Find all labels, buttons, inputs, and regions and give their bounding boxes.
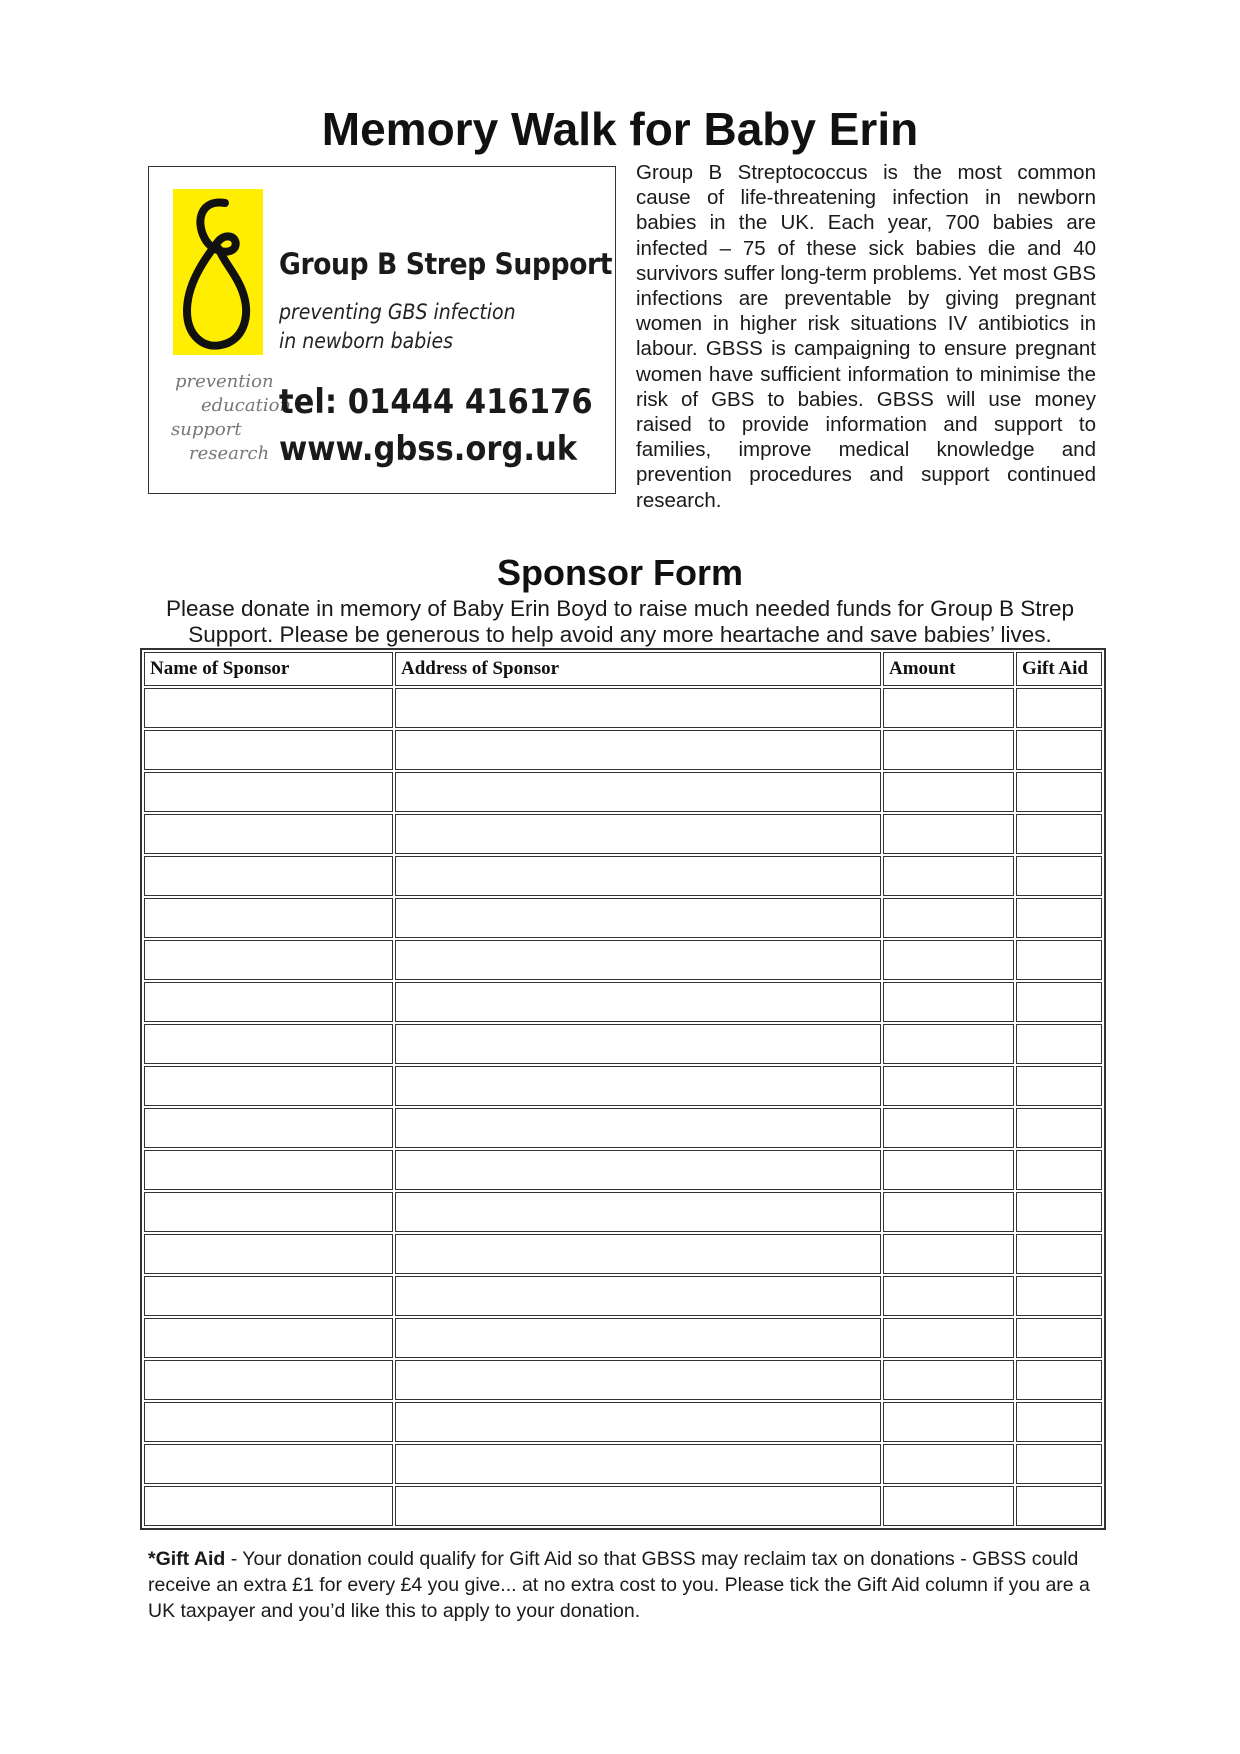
name-cell[interactable]: [144, 898, 393, 938]
address-cell[interactable]: [395, 898, 881, 938]
gift-aid-cell[interactable]: [1016, 1360, 1102, 1400]
gift-aid-cell[interactable]: [1016, 940, 1102, 980]
logo-word-education: education: [201, 395, 291, 416]
gift-aid-cell[interactable]: [1016, 1024, 1102, 1064]
amount-cell[interactable]: [883, 1318, 1014, 1358]
address-cell[interactable]: [395, 1402, 881, 1442]
name-cell[interactable]: [144, 1486, 393, 1526]
amount-cell[interactable]: [883, 1150, 1014, 1190]
page-title: Memory Walk for Baby Erin: [321, 103, 919, 155]
gift-aid-label: *Gift Aid: [148, 1548, 226, 1570]
table-row: [144, 898, 1102, 938]
col-header-name: Name of Sponsor: [144, 652, 393, 686]
table-row: [144, 1360, 1102, 1400]
amount-cell[interactable]: [883, 940, 1014, 980]
gift-aid-cell[interactable]: [1016, 1318, 1102, 1358]
table-row: [144, 688, 1102, 728]
amount-cell[interactable]: [883, 1276, 1014, 1316]
name-cell[interactable]: [144, 1318, 393, 1358]
logo-tagline-2: in newborn babies: [279, 329, 453, 353]
name-cell[interactable]: [144, 1276, 393, 1316]
table-row: [144, 1192, 1102, 1232]
address-cell[interactable]: [395, 688, 881, 728]
amount-cell[interactable]: [883, 898, 1014, 938]
address-cell[interactable]: [395, 1360, 881, 1400]
name-cell[interactable]: [144, 1360, 393, 1400]
table-header-row: [144, 652, 1102, 686]
name-cell[interactable]: [144, 1402, 393, 1442]
logo-yellow-panel: [173, 189, 263, 355]
name-cell[interactable]: [144, 688, 393, 728]
address-cell[interactable]: [395, 1318, 881, 1358]
amount-cell[interactable]: [883, 1108, 1014, 1148]
col-header-address: Address of Sponsor: [395, 652, 881, 686]
address-cell[interactable]: [395, 814, 881, 854]
gift-aid-footnote: [148, 1546, 1098, 1624]
address-cell[interactable]: [395, 1276, 881, 1316]
name-cell[interactable]: [144, 772, 393, 812]
table-row: [144, 982, 1102, 1022]
amount-cell[interactable]: [883, 982, 1014, 1022]
amount-cell[interactable]: [883, 1024, 1014, 1064]
address-cell[interactable]: [395, 1024, 881, 1064]
table-row: [144, 1402, 1102, 1442]
gbss-logo: [148, 166, 616, 494]
sponsor-rows: [144, 688, 1102, 1526]
sponsor-form-title: Sponsor Form: [496, 552, 743, 593]
gift-aid-cell[interactable]: [1016, 772, 1102, 812]
address-cell[interactable]: [395, 1108, 881, 1148]
table-row: [144, 730, 1102, 770]
address-cell[interactable]: [395, 1444, 881, 1484]
gift-aid-cell[interactable]: [1016, 1234, 1102, 1274]
gift-aid-cell[interactable]: [1016, 982, 1102, 1022]
gift-aid-cell[interactable]: [1016, 1192, 1102, 1232]
table-row: [144, 1150, 1102, 1190]
address-cell[interactable]: [395, 982, 881, 1022]
gift-aid-cell[interactable]: [1016, 730, 1102, 770]
gift-aid-cell[interactable]: [1016, 814, 1102, 854]
logo-website: www.gbss.org.uk: [279, 429, 578, 469]
logo-word-prevention: prevention: [175, 371, 274, 392]
name-cell[interactable]: [144, 814, 393, 854]
table-row: [144, 1486, 1102, 1526]
amount-cell[interactable]: [883, 688, 1014, 728]
name-cell[interactable]: [144, 730, 393, 770]
donation-appeal: Please donate in memory of Baby Erin Boyd to raise much needed funds for Group B Strep Support. Please be generous to help avoid any more heartache and save babies’ lives.: [166, 596, 1074, 647]
name-cell[interactable]: [144, 1444, 393, 1484]
name-cell[interactable]: [144, 1108, 393, 1148]
amount-cell[interactable]: [883, 1444, 1014, 1484]
address-cell[interactable]: [395, 1150, 881, 1190]
table-row: [144, 814, 1102, 854]
table-row: [144, 1276, 1102, 1316]
gift-aid-cell[interactable]: [1016, 688, 1102, 728]
table-row: [144, 1444, 1102, 1484]
name-cell[interactable]: [144, 1234, 393, 1274]
amount-cell[interactable]: [883, 1486, 1014, 1526]
col-header-amount: Amount: [883, 652, 1014, 686]
pregnant-woman-icon: [173, 189, 263, 355]
address-cell[interactable]: [395, 730, 881, 770]
logo-tagline-1: preventing GBS infection: [279, 300, 516, 324]
table-row: [144, 1234, 1102, 1274]
gift-aid-text: - Your donation could qualify for Gift Aid so that GBSS may reclaim tax on donations - GBSS could receive an extra £1 for every £4 you give... at no extra cost to you. Please tick the Gift Aid column if you are a UK taxpayer and you’d like this to apply to your donation.: [148, 1548, 1090, 1622]
address-cell[interactable]: [395, 1234, 881, 1274]
amount-cell[interactable]: [883, 814, 1014, 854]
name-cell[interactable]: [144, 1066, 393, 1106]
table-row: [144, 772, 1102, 812]
gift-aid-cell[interactable]: [1016, 1276, 1102, 1316]
table-row: [144, 940, 1102, 980]
amount-cell[interactable]: [883, 1066, 1014, 1106]
amount-cell[interactable]: [883, 730, 1014, 770]
gift-aid-cell[interactable]: [1016, 1066, 1102, 1106]
name-cell[interactable]: [144, 940, 393, 980]
logo-telephone: tel: 01444 416176: [279, 382, 593, 422]
logo-word-research: research: [189, 443, 270, 464]
gift-aid-cell[interactable]: [1016, 1444, 1102, 1484]
name-cell[interactable]: [144, 1150, 393, 1190]
logo-org-name: Group B Strep Support: [279, 247, 612, 281]
gift-aid-cell[interactable]: [1016, 856, 1102, 896]
sponsor-table: [140, 648, 1106, 1530]
table-row: [144, 1318, 1102, 1358]
name-cell[interactable]: [144, 856, 393, 896]
name-cell[interactable]: [144, 1024, 393, 1064]
address-cell[interactable]: [395, 1192, 881, 1232]
gift-aid-cell[interactable]: [1016, 1150, 1102, 1190]
address-cell[interactable]: [395, 940, 881, 980]
table-row: [144, 1066, 1102, 1106]
logo-word-support: support: [171, 419, 242, 440]
col-header-gift-aid: Gift Aid: [1016, 652, 1102, 686]
address-cell[interactable]: [395, 772, 881, 812]
amount-cell[interactable]: [883, 772, 1014, 812]
amount-cell[interactable]: [883, 1402, 1014, 1442]
address-cell[interactable]: [395, 1486, 881, 1526]
name-cell[interactable]: [144, 1192, 393, 1232]
gift-aid-cell[interactable]: [1016, 1486, 1102, 1526]
amount-cell[interactable]: [883, 1360, 1014, 1400]
address-cell[interactable]: [395, 1066, 881, 1106]
table-row: [144, 1108, 1102, 1148]
amount-cell[interactable]: [883, 1192, 1014, 1232]
gift-aid-cell[interactable]: [1016, 1402, 1102, 1442]
gift-aid-cell[interactable]: [1016, 1108, 1102, 1148]
address-cell[interactable]: [395, 856, 881, 896]
name-cell[interactable]: [144, 982, 393, 1022]
table-row: [144, 856, 1102, 896]
amount-cell[interactable]: [883, 1234, 1014, 1274]
table-row: [144, 1024, 1102, 1064]
intro-paragraph: Group B Streptococcus is the most common cause of life-threatening infection in newborn babies in the UK. Each year, 700 babies are infected – 75 of these sick babies die and 40 survivors suffer long-term problems. Yet most GBS infections are preventable by giving pregnant women in higher risk situations IV antibiotics in labour. GBSS is campaigning to ensure pregnant women have sufficient information to minimise the risk of GBS to babies. GBSS will use money raised to provide information and support to families, improve medical knowledge and prevention procedures and support continued research.: [636, 161, 1096, 512]
gift-aid-cell[interactable]: [1016, 898, 1102, 938]
amount-cell[interactable]: [883, 856, 1014, 896]
